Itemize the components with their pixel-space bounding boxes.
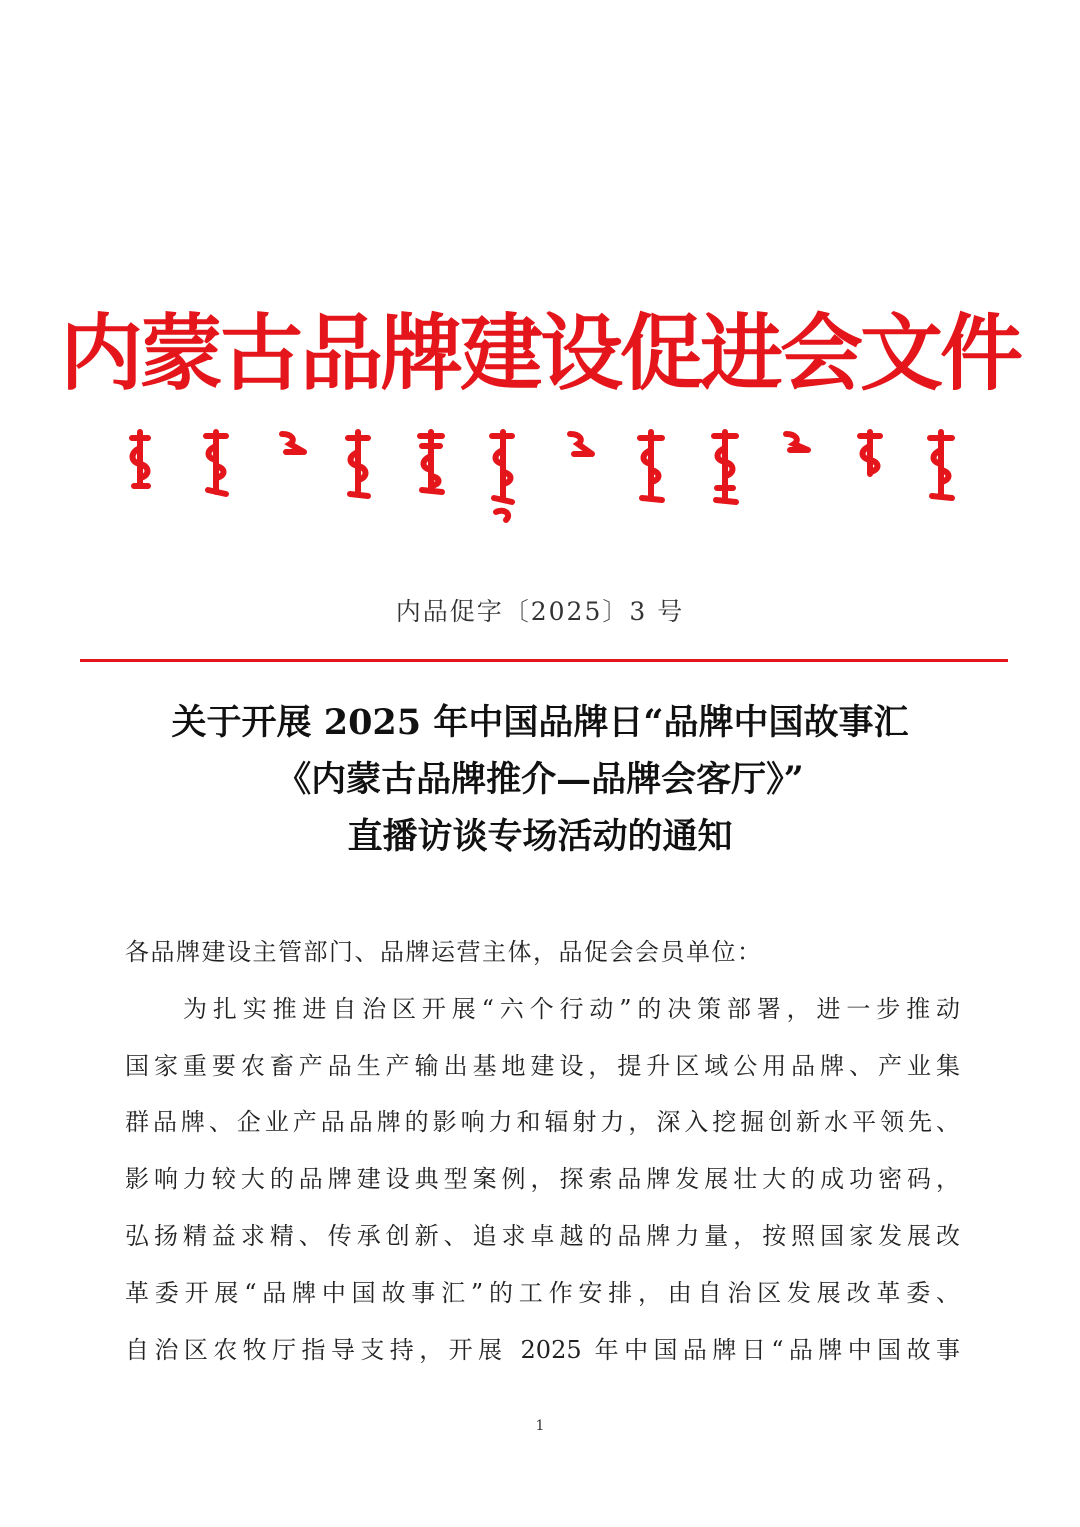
document-number: 内品促字〔2025〕3 号 <box>395 597 685 626</box>
mongolian-word-11 <box>854 428 886 480</box>
notice-title-line-1: 关于开展 2025 年中国品牌日“品牌中国故事汇 <box>171 702 909 743</box>
notice-title <box>60 694 1020 865</box>
red-divider-line <box>80 659 1008 662</box>
paragraph-line: 革委开展“品牌中国故事汇”的工作安排，由自治区发展改革委、 <box>125 1278 960 1307</box>
notice-body <box>125 924 960 1378</box>
paragraph-line: 群品牌、企业产品品牌的影响力和辐射力，深入挖掘创新水平领先、 <box>125 1108 960 1137</box>
mongolian-word-12 <box>924 428 958 504</box>
notice-title-line-2: 《内蒙古品牌推介—品牌会客厅》” <box>276 759 804 800</box>
mongolian-word-9 <box>708 428 742 508</box>
mongolian-word-6 <box>486 428 520 524</box>
mongolian-word-8 <box>634 428 668 506</box>
mongolian-word-2 <box>198 428 234 500</box>
mongolian-word-10 <box>780 428 814 458</box>
paragraph-line: 弘扬精益求精、传承创新、追求卓越的品牌力量，按照国家发展改 <box>125 1221 960 1250</box>
notice-title-line-3: 直播访谈专场活动的通知 <box>347 816 733 857</box>
mongolian-word-7 <box>564 428 598 462</box>
mongolian-word-1 <box>126 428 156 498</box>
mongolian-script-header <box>118 428 968 538</box>
paragraph-line: 国家重要农畜产品生产输出基地建设，提升区域公用品牌、产业集 <box>125 1051 960 1080</box>
page-number: 1 <box>535 1418 545 1434</box>
paragraph-line: 为扎实推进自治区开展“六个行动”的决策部署，进一步推动 <box>183 994 960 1023</box>
salutation: 各品牌建设主管部门、品牌运营主体，品促会会员单位： <box>125 938 763 966</box>
mongolian-word-3 <box>276 428 310 458</box>
mongolian-word-5 <box>414 428 448 498</box>
paragraph-line: 自治区农牧厅指导支持，开展 2025 年中国品牌日“品牌中国故事 <box>125 1335 960 1364</box>
mongolian-word-4 <box>342 428 374 502</box>
paragraph-line: 影响力较大的品牌建设典型案例，探索品牌发展壮大的成功密码， <box>125 1165 960 1194</box>
org-header-title: 内蒙古品牌建设促进会文件 <box>60 304 1020 402</box>
